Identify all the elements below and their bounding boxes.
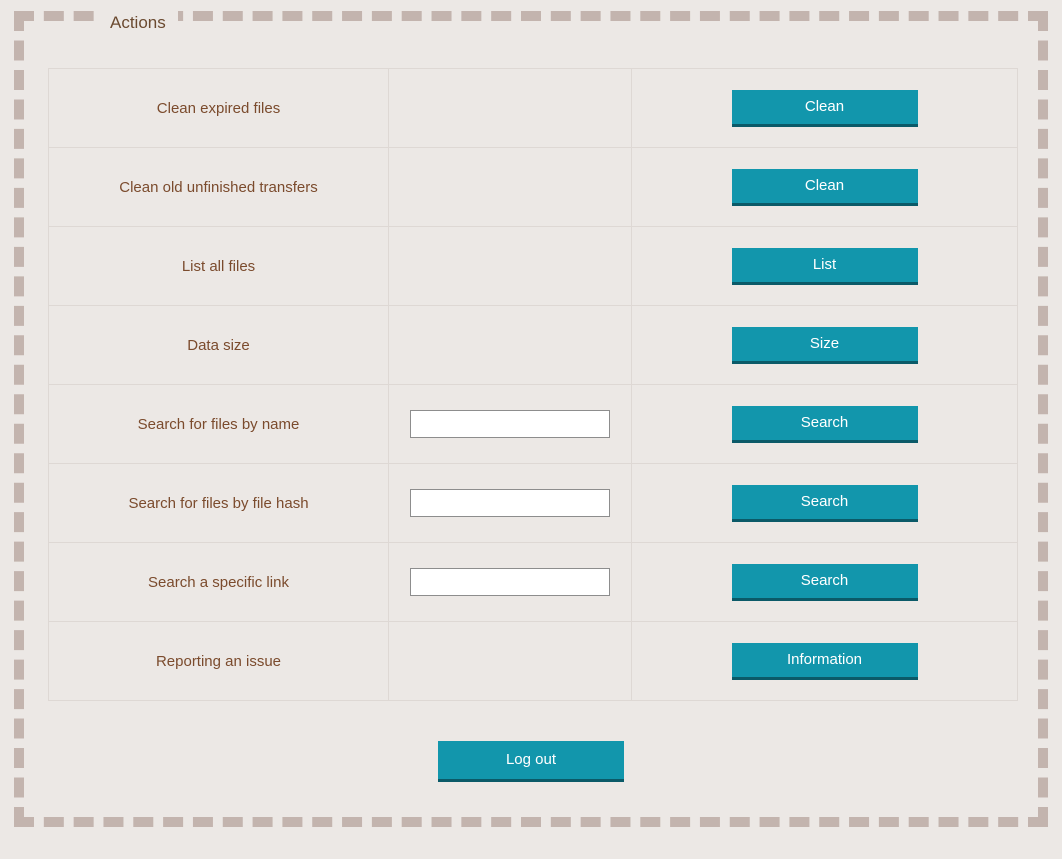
action-label: Search for files by file hash [128, 494, 309, 512]
action-label-cell [49, 227, 389, 306]
clean-expired-files-button[interactable]: Clean [732, 90, 918, 127]
action-input-cell [389, 622, 632, 701]
empty-input-placeholder [389, 266, 631, 267]
clean-old-transfers-button[interactable]: Clean [732, 169, 918, 206]
search-specific-link-input[interactable] [410, 568, 610, 596]
empty-input-placeholder [389, 108, 631, 109]
search-specific-link-button[interactable]: Search [732, 564, 918, 601]
action-label: Clean old unfinished transfers [119, 178, 318, 196]
data-size-button[interactable]: Size [732, 327, 918, 364]
empty-input-placeholder [389, 187, 631, 188]
action-label: Reporting an issue [155, 652, 282, 670]
action-input-cell [389, 69, 632, 148]
action-label-cell [49, 148, 389, 227]
logout-container [48, 741, 1014, 782]
action-button-cell [632, 148, 1018, 227]
action-label: Search a specific link [148, 573, 289, 591]
table-row [49, 622, 1018, 701]
action-button-cell [632, 622, 1018, 701]
table-row [49, 227, 1018, 306]
search-by-hash-input[interactable] [410, 489, 610, 517]
action-label-cell [49, 464, 389, 543]
table-row [49, 69, 1018, 148]
action-input-cell [389, 543, 632, 622]
action-label-cell [49, 69, 389, 148]
action-input-cell [389, 306, 632, 385]
action-label: Data size [187, 336, 250, 354]
actions-table [48, 68, 1018, 701]
action-button-cell [632, 306, 1018, 385]
action-button-cell [632, 385, 1018, 464]
action-button-cell [632, 69, 1018, 148]
search-by-name-button[interactable]: Search [732, 406, 918, 443]
action-input-cell [389, 148, 632, 227]
list-all-files-button[interactable]: List [732, 248, 918, 285]
table-row [49, 306, 1018, 385]
actions-legend: Actions [98, 10, 178, 36]
table-row [49, 543, 1018, 622]
log-out-button[interactable]: Log out [438, 741, 624, 782]
search-by-hash-button[interactable]: Search [732, 485, 918, 522]
table-row [49, 148, 1018, 227]
action-label-cell [49, 622, 389, 701]
search-by-name-input[interactable] [410, 410, 610, 438]
action-input-cell [389, 385, 632, 464]
action-input-cell [389, 464, 632, 543]
actions-content [48, 68, 1014, 782]
empty-input-placeholder [389, 661, 631, 662]
action-button-cell [632, 464, 1018, 543]
table-row [49, 385, 1018, 464]
action-label-cell [49, 543, 389, 622]
action-label: Search for files by name [137, 415, 300, 433]
action-label-cell [49, 385, 389, 464]
action-label: List all files [181, 257, 256, 275]
actions-table-body [49, 69, 1018, 701]
action-input-cell [389, 227, 632, 306]
table-row [49, 464, 1018, 543]
report-issue-information-button[interactable]: Information [732, 643, 918, 680]
action-button-cell [632, 227, 1018, 306]
action-label: Clean expired files [156, 99, 281, 117]
action-label-cell [49, 306, 389, 385]
action-button-cell [632, 543, 1018, 622]
empty-input-placeholder [389, 345, 631, 346]
